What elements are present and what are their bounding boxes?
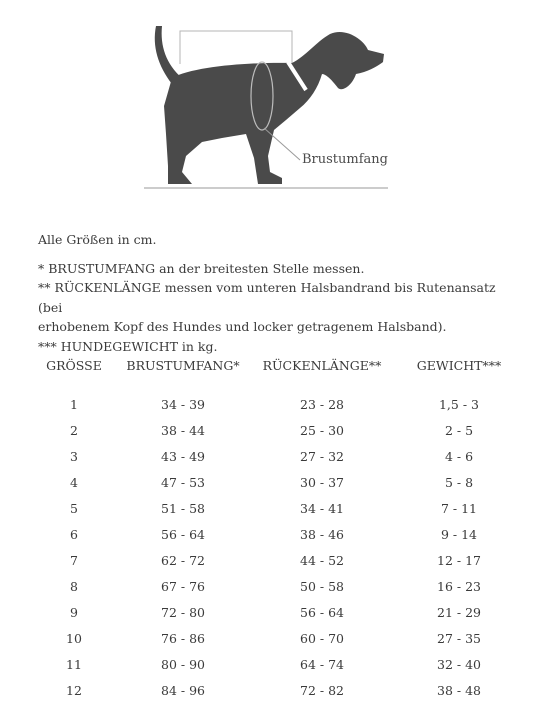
table-row <box>28 391 520 417</box>
size-cell: 10 <box>66 630 82 646</box>
back-length-cell: 25 - 30 <box>300 422 344 438</box>
table-row <box>28 651 520 677</box>
weight-cell: 16 - 23 <box>437 578 481 594</box>
chest-girth-label: Brustumfang <box>302 152 388 167</box>
weight-cell: 27 - 35 <box>437 630 481 646</box>
table-row <box>28 625 520 651</box>
size-cell: 3 <box>70 448 78 464</box>
table-spacer <box>28 375 520 391</box>
size-cell: 11 <box>66 656 82 672</box>
table-row <box>28 547 520 573</box>
back-length-cell: 23 - 28 <box>300 396 344 412</box>
table-row <box>28 469 520 495</box>
back-length-cell: 38 - 46 <box>300 526 344 542</box>
weight-cell: 38 - 48 <box>437 682 481 698</box>
back-length-cell: 56 - 64 <box>300 604 344 620</box>
size-cell: 5 <box>70 500 78 516</box>
note-line: *** HUNDEGEWICHT in kg. <box>38 338 218 354</box>
size-cell: 8 <box>70 578 78 594</box>
table-row <box>28 495 520 521</box>
chest-girth-cell: 47 - 53 <box>161 474 205 490</box>
chest-girth-cell: 84 - 96 <box>161 682 205 698</box>
table-row <box>28 677 520 703</box>
chest-girth-cell: 80 - 90 <box>161 656 205 672</box>
weight-cell: 12 - 17 <box>437 552 481 568</box>
weight-cell: 21 - 29 <box>437 604 481 620</box>
size-cell: 12 <box>66 682 82 698</box>
size-cell: 2 <box>70 422 78 438</box>
chest-girth-cell: 76 - 86 <box>161 630 205 646</box>
weight-cell: 2 - 5 <box>444 422 474 438</box>
size-cell: 7 <box>70 552 78 568</box>
measurement-notes <box>38 230 508 356</box>
chest-girth-cell: 38 - 44 <box>161 422 205 438</box>
weight-cell: 1,5 - 3 <box>438 396 479 412</box>
note-line: ** RÜCKENLÄNGE messen vom unteren Halsbandrand bis Rutenansatz (bei <box>38 280 496 315</box>
weight-cell: 7 - 11 <box>440 500 478 516</box>
weight-cell: 4 - 6 <box>444 448 474 464</box>
table-row <box>28 443 520 469</box>
size-cell: 1 <box>70 396 78 412</box>
chest-girth-cell: 67 - 76 <box>161 578 205 594</box>
header-chest-girth: BRUSTUMFANG* <box>126 357 240 373</box>
back-length-cell: 72 - 82 <box>300 682 344 698</box>
table-row <box>28 573 520 599</box>
header-back-length: RÜCKENLÄNGE** <box>262 357 382 373</box>
back-length-cell: 44 - 52 <box>300 552 344 568</box>
weight-cell: 9 - 14 <box>440 526 478 542</box>
weight-cell: 5 - 8 <box>444 474 474 490</box>
back-length-cell: 34 - 41 <box>300 500 344 516</box>
back-length-cell: 50 - 58 <box>300 578 344 594</box>
back-length-cell: 30 - 37 <box>300 474 344 490</box>
back-length-cell: 27 - 32 <box>300 448 344 464</box>
chest-girth-cell: 62 - 72 <box>161 552 205 568</box>
back-length-cell: 64 - 74 <box>300 656 344 672</box>
size-cell: 4 <box>70 474 78 490</box>
chest-girth-cell: 51 - 58 <box>161 500 205 516</box>
header-size: GRÖSSE <box>46 357 102 373</box>
table-row <box>28 521 520 547</box>
chest-girth-cell: 72 - 80 <box>161 604 205 620</box>
chest-girth-cell: 43 - 49 <box>161 448 205 464</box>
note-line: * BRUSTUMFANG an der breitesten Stelle messen. <box>38 260 365 276</box>
chest-girth-cell: 56 - 64 <box>161 526 205 542</box>
size-chart-table <box>28 355 520 703</box>
table-body <box>28 375 520 703</box>
chest-girth-cell: 34 - 39 <box>161 396 205 412</box>
units-note: Alle Größen in cm. <box>38 232 157 247</box>
table-row <box>28 599 520 625</box>
weight-cell: 32 - 40 <box>437 656 481 672</box>
note-line: erhobenem Kopf des Hundes und locker getragenem Halsband). <box>38 319 447 334</box>
table-row <box>28 417 520 443</box>
size-cell: 6 <box>70 526 78 542</box>
table-header-row <box>28 355 520 375</box>
header-weight: GEWICHT*** <box>416 357 502 373</box>
size-cell: 9 <box>70 604 78 620</box>
back-length-cell: 60 - 70 <box>300 630 344 646</box>
